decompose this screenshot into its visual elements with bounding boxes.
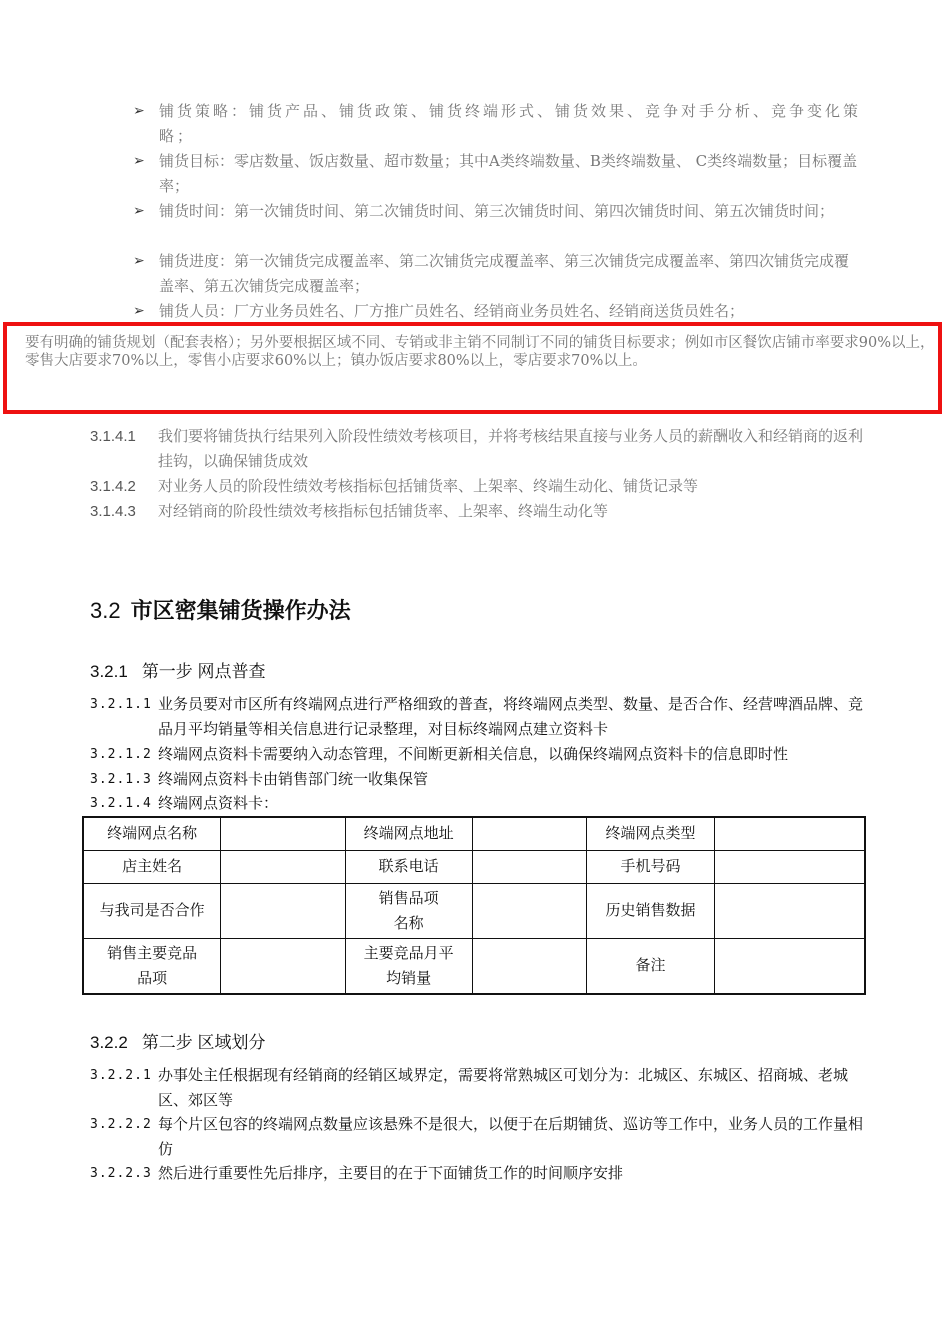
table-label-cell: [83, 938, 221, 994]
arrow-bullet-icon: ➢: [133, 253, 145, 269]
cell-line: 销售品项: [378, 888, 439, 907]
section-number: 3.2: [90, 598, 121, 623]
arrow-bullet-icon: ➢: [133, 103, 145, 119]
arrow-bullet-icon: ➢: [133, 303, 145, 319]
table-label-cell: 手机号码: [587, 850, 715, 883]
subsection-title: 第一步 网点普查: [141, 662, 266, 681]
table-empty-cell: [221, 817, 346, 850]
cell-line: 品项: [137, 968, 168, 987]
subsection-number: 3.2.1: [90, 662, 128, 681]
bullet-text: 铺货进度：第一次铺货完成覆盖率、第二次铺货完成覆盖率、第三次铺货完成覆盖率、第四次铺货完成覆盖率、第五次铺货完成覆盖率；: [159, 252, 850, 295]
section-title: 市区密集铺货操作办法: [130, 598, 351, 623]
list-item: [90, 791, 865, 816]
table-empty-cell: [472, 883, 587, 938]
bullet-text: 铺货目标：零店数量、饭店数量、超市数量；其中A类终端数量、B类终端数量、 C类终端数量；目标覆盖率；: [159, 152, 858, 195]
table-label-cell: 备注: [587, 938, 715, 994]
item-text: 每个片区包容的终端网点数量应该悬殊不是很大，以便于在后期铺货、巡访等工作中，业务人员的工作量相仿: [158, 1115, 864, 1158]
item-number: 3.2.1.1: [90, 697, 152, 712]
table-label-cell: 终端网点名称: [83, 817, 221, 850]
bullet-text: 铺货时间：第一次铺货时间、第二次铺货时间、第三次铺货时间、第四次铺货时间、第五次铺货时间；: [159, 202, 835, 220]
highlight-box: [3, 322, 942, 414]
bullet-item: [133, 199, 863, 224]
bullet-text: 铺货策略：铺货产品、铺货政策、铺货终端形式、铺货效果、竞争对手分析、竞争变化策略；: [159, 102, 862, 145]
subsection-number: 3.2.2: [90, 1033, 128, 1052]
table-empty-cell: [472, 938, 587, 994]
section-heading: [90, 594, 351, 625]
item-number: 3.1.4.2: [90, 478, 136, 495]
list-item: [90, 742, 865, 767]
table-empty-cell: [221, 938, 346, 994]
table-empty-cell: [472, 850, 587, 883]
subsection-title: 第二步 区域划分: [141, 1033, 266, 1052]
table-label-cell: 终端网点类型: [587, 817, 715, 850]
table-empty-cell: [714, 850, 865, 883]
item-number: 3.2.2.2: [90, 1117, 152, 1132]
table-empty-cell: [221, 850, 346, 883]
table-label-cell: 联系电话: [345, 850, 472, 883]
item-number: 3.1.4.3: [90, 503, 136, 520]
item-text: 业务员要对市区所有终端网点进行严格细致的普查，将终端网点类型、数量、是否合作、经营啤酒品牌、竞品月平均销量等相关信息进行记录整理，对目标终端网点建立资料卡: [158, 695, 864, 738]
item-text: 终端网点资料卡需要纳入动态管理，不间断更新相关信息，以确保终端网点资料卡的信息即时性: [158, 745, 789, 763]
list-item: [90, 499, 865, 524]
item-number: 3.2.2.1: [90, 1068, 152, 1083]
table-empty-cell: [714, 938, 865, 994]
item-number: 3.2.1.4: [90, 796, 152, 811]
table-label-cell: 店主姓名: [83, 850, 221, 883]
table-label-cell: 与我司是否合作: [83, 883, 221, 938]
cell-line: 均销量: [386, 968, 432, 987]
item-number: 3.2.2.3: [90, 1166, 152, 1181]
item-text: 办事处主任根据现有经销商的经销区域界定，需要将常熟城区可划分为：北城区、东城区、招商城、老城区、郊区等: [158, 1066, 849, 1109]
item-text: 终端网点资料卡由销售部门统一收集保管: [158, 770, 429, 788]
item-number: 3.1.4.1: [90, 428, 136, 445]
table-empty-cell: [714, 883, 865, 938]
subsection-heading: [90, 1028, 266, 1053]
table-label-cell: 终端网点地址: [345, 817, 472, 850]
table-label-cell: [345, 883, 472, 938]
bullet-text: 铺货人员：厂方业务员姓名、厂方推广员姓名、经销商业务员姓名、经销商送货员姓名；: [159, 302, 745, 320]
table-row: [83, 883, 865, 938]
arrow-bullet-icon: ➢: [133, 203, 145, 219]
item-number: 3.2.1.3: [90, 772, 152, 787]
list-item: [90, 767, 865, 792]
cell-line: 主要竞品月平: [363, 943, 454, 962]
table-label-cell: [345, 938, 472, 994]
list-item: [90, 692, 865, 742]
list-item: [90, 424, 865, 474]
item-text: 终端网点资料卡：: [158, 794, 279, 812]
table-empty-cell: [714, 817, 865, 850]
table-empty-cell: [221, 883, 346, 938]
item-text: 然后进行重要性先后排序，主要目的在于下面铺货工作的时间顺序安排: [158, 1164, 624, 1182]
bullet-item: [133, 149, 863, 199]
item-text: 对业务人员的阶段性绩效考核指标包括铺货率、上架率、终端生动化、铺货记录等: [158, 477, 699, 495]
list-item: [90, 1063, 865, 1113]
outlet-info-table: [82, 816, 866, 995]
bullet-item: [133, 299, 863, 324]
subsection-heading: [90, 657, 266, 682]
item-text: 对经销商的阶段性绩效考核指标包括铺货率、上架率、终端生动化等: [158, 502, 609, 520]
bullet-item: [133, 249, 863, 299]
item-number: 3.2.1.2: [90, 747, 152, 762]
cell-line: 销售主要竞品: [107, 943, 198, 962]
table-empty-cell: [472, 817, 587, 850]
arrow-bullet-icon: ➢: [133, 153, 145, 169]
table-label-cell: 历史销售数据: [587, 883, 715, 938]
table-row: [83, 850, 865, 883]
bullet-item: [133, 99, 863, 149]
highlight-text: 要有明确的铺货规划（配套表格）；另外要根据区域不同、专销或非主销不同制订不同的铺货目标要求；例如市区餐饮店铺市率要求90%以上，零售大店要求70%以上，零售小店要求60%以上；镇办饭店要求80%以上，零店要求70%以上。: [25, 335, 935, 369]
item-text: 我们要将铺货执行结果列入阶段性绩效考核项目，并将考核结果直接与业务人员的薪酬收入和经销商的返利挂钩，以确保铺货成效: [158, 427, 864, 470]
list-item: [90, 1161, 865, 1186]
list-item: [90, 1112, 865, 1162]
table-row: [83, 817, 865, 850]
list-item: [90, 474, 865, 499]
cell-line: 名称: [393, 913, 424, 932]
table-row: [83, 938, 865, 994]
